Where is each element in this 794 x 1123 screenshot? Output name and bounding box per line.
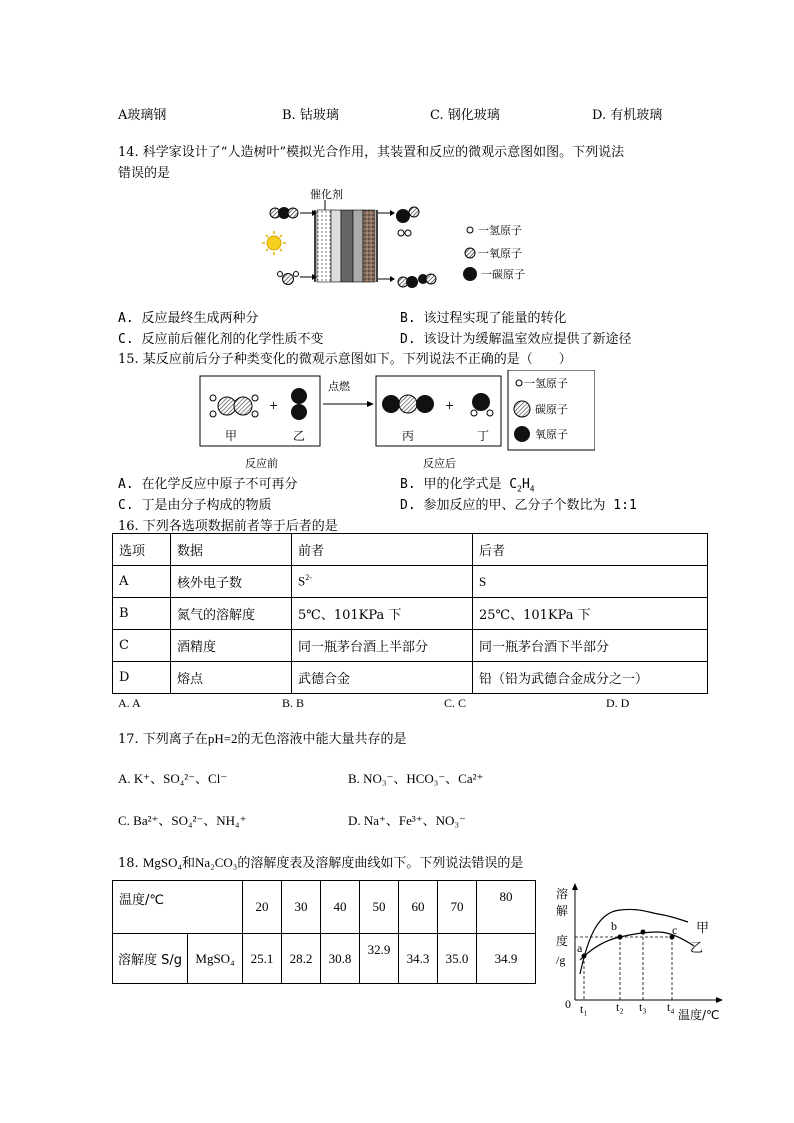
q17-option-b: B. NO₃⁻、HCO₃⁻、Ca²⁺ — [348, 771, 484, 786]
q13-option-d: D. 有机玻璃 — [592, 108, 663, 123]
table-row — [113, 630, 708, 662]
y-label-2: 解 — [556, 904, 569, 918]
header-cell: 前者 — [292, 534, 473, 566]
table-row — [113, 566, 708, 598]
table-cell: 35.0 — [438, 934, 477, 984]
q16-answer-c: C. C — [444, 696, 467, 710]
q17-option-c: C. Ba²⁺、SO₄²⁻、NH₄⁺ — [118, 813, 247, 828]
header-cell: 数据 — [171, 534, 292, 566]
table-cell: 核外电子数 — [171, 566, 292, 598]
table-cell: 32.9 — [360, 934, 399, 984]
tick-t1: t₁ — [580, 1002, 588, 1016]
table-cell: 5℃、101KPa 下 — [292, 598, 473, 630]
header-cell: 选项 — [113, 534, 171, 566]
q15-stem: 15. 某反应前后分子种类变化的微观示意图如下。下列说法不正确的是（ ） — [118, 352, 572, 367]
table-cell: 28.2 — [282, 934, 321, 984]
header-cell: 后者 — [473, 534, 708, 566]
table-cell: 80 — [477, 881, 536, 934]
label-yi: 乙 — [293, 429, 306, 443]
caption-after: 反应后 — [423, 457, 456, 470]
reaction-diagram — [195, 370, 595, 470]
table-cell: 武德合金 — [292, 662, 473, 694]
plus-sign-1: + — [269, 399, 279, 412]
caption-before: 反应前 — [245, 457, 278, 470]
q14-option-a: A. 反应最终生成两种分 — [118, 311, 259, 326]
q14-option-c: C. 反应前后催化剂的化学性质不变 — [118, 332, 324, 347]
legend-hydrogen: 一氢原子 — [478, 224, 522, 237]
point-a: a — [577, 941, 583, 955]
table-cell: A — [113, 566, 171, 598]
table-cell: 50 — [360, 881, 399, 934]
table-cell: 70 — [438, 881, 477, 934]
table-cell: 30 — [282, 881, 321, 934]
artificial-leaf-diagram — [260, 182, 560, 297]
legend-oxygen: 一氧原子 — [478, 247, 522, 260]
q16-answer-d: D. D — [606, 696, 630, 710]
q16-answer-b: B. B — [282, 696, 305, 710]
sun-icon — [262, 231, 286, 255]
origin-label: 0 — [565, 997, 571, 1011]
table-cell: 25℃、101KPa 下 — [473, 598, 708, 630]
tick-t4: t₄ — [667, 1000, 675, 1014]
table-cell: 34.9 — [477, 934, 536, 984]
curve-label-jia: 甲 — [696, 921, 710, 936]
table-cell: 34.3 — [399, 934, 438, 984]
tick-t2: t₂ — [616, 1000, 624, 1014]
x-axis-label: 温度/℃ — [678, 1008, 720, 1022]
q15-legend-h: 一氢原子 — [524, 377, 568, 390]
table-cell: 同一瓶茅台酒下半部分 — [473, 630, 708, 662]
q17-stem: 17. 下列离子在pH=2的无色溶液中能大量共存的是 — [118, 731, 407, 747]
q15-option-d: D. 参加反应的甲、乙分子个数比为 1:1 — [400, 498, 637, 513]
table-cell: 25.1 — [243, 934, 282, 984]
q15-legend-o: 氧原子 — [535, 428, 568, 441]
table-cell: 30.8 — [321, 934, 360, 984]
table-cell: 60 — [399, 881, 438, 934]
legend-carbon: 一碳原子 — [481, 268, 525, 281]
q14-stem-line1: 14. 科学家设计了“人造树叶”模拟光合作用，其装置和反应的微观示意图如图。下列说法 — [118, 145, 625, 160]
table-cell: B — [113, 598, 171, 630]
table-cell: 氮气的溶解度 — [171, 598, 292, 630]
q13-option-b: B. 钴玻璃 — [282, 108, 339, 123]
table-row — [113, 934, 536, 984]
q14-option-b: B. 该过程实现了能量的转化 — [400, 311, 567, 326]
point-b: b — [611, 919, 617, 933]
q15-option-a: A. 在化学反应中原子不可再分 — [118, 477, 298, 492]
temp-label-cell: 温度/℃ — [113, 881, 243, 934]
q14-option-d: D. 该设计为缓解温室效应提供了新途径 — [400, 332, 632, 347]
y-label-3: 度 — [556, 934, 569, 948]
solubility-curve-graph — [548, 882, 738, 1027]
table-cell: 同一瓶茅台酒上半部分 — [292, 630, 473, 662]
y-label-1: 溶 — [556, 887, 569, 901]
table-cell: D — [113, 662, 171, 694]
q18-table — [112, 880, 536, 984]
q17-option-d: D. Na⁺、Fe³⁺、NO₃⁻ — [348, 813, 466, 828]
q16-stem: 16. 下列各选项数据前者等于后者的是 — [118, 519, 338, 534]
q18-stem: 18. MgSO₄和Na₂CO₃的溶解度表及溶解度曲线如下。下列说法错误的是 — [118, 855, 524, 871]
plus-sign-2: + — [445, 399, 455, 412]
substance-cell: MgSO₄ — [188, 934, 243, 984]
curve-label-yi: 乙 — [690, 941, 704, 956]
q14-stem-line2: 错误的是 — [118, 166, 171, 181]
q15-legend-c: 碳原子 — [535, 403, 568, 416]
q16-answer-a: A. A — [118, 696, 141, 710]
table-cell: 20 — [243, 881, 282, 934]
table-row — [113, 662, 708, 694]
tick-t3: t₃ — [639, 1000, 647, 1014]
q13-option-c: C. 钢化玻璃 — [430, 108, 500, 123]
table-row — [113, 534, 708, 566]
label-ding: 丁 — [477, 429, 490, 443]
table-cell: 熔点 — [171, 662, 292, 694]
table-cell: C — [113, 630, 171, 662]
q15-option-b: B. 甲的化学式是 $C_2H_4$ — [400, 477, 535, 494]
table-cell: S — [473, 566, 708, 598]
table-cell: $S^{2-}$ — [292, 566, 473, 598]
label-bing: 丙 — [402, 429, 415, 443]
q15-option-c: C. 丁是由分子构成的物质 — [118, 498, 272, 513]
table-row — [113, 881, 536, 934]
table-cell: 40 — [321, 881, 360, 934]
arrow-label: 点燃 — [328, 380, 350, 393]
table-cell: 酒精度 — [171, 630, 292, 662]
label-jia: 甲 — [225, 429, 238, 443]
y-label-4: /g — [556, 953, 566, 967]
table-row — [113, 598, 708, 630]
catalyst-label: 催化剂 — [310, 188, 343, 201]
table-cell: 铅（铅为武德合金成分之一） — [473, 662, 708, 694]
point-c: c — [672, 923, 678, 937]
q13-option-a: A玻璃钢 — [118, 108, 167, 123]
q16-table — [112, 533, 708, 694]
sol-label-cell: 溶解度 S/g — [113, 934, 188, 984]
q17-option-a: A. K⁺、SO₄²⁻、Cl⁻ — [118, 771, 228, 786]
